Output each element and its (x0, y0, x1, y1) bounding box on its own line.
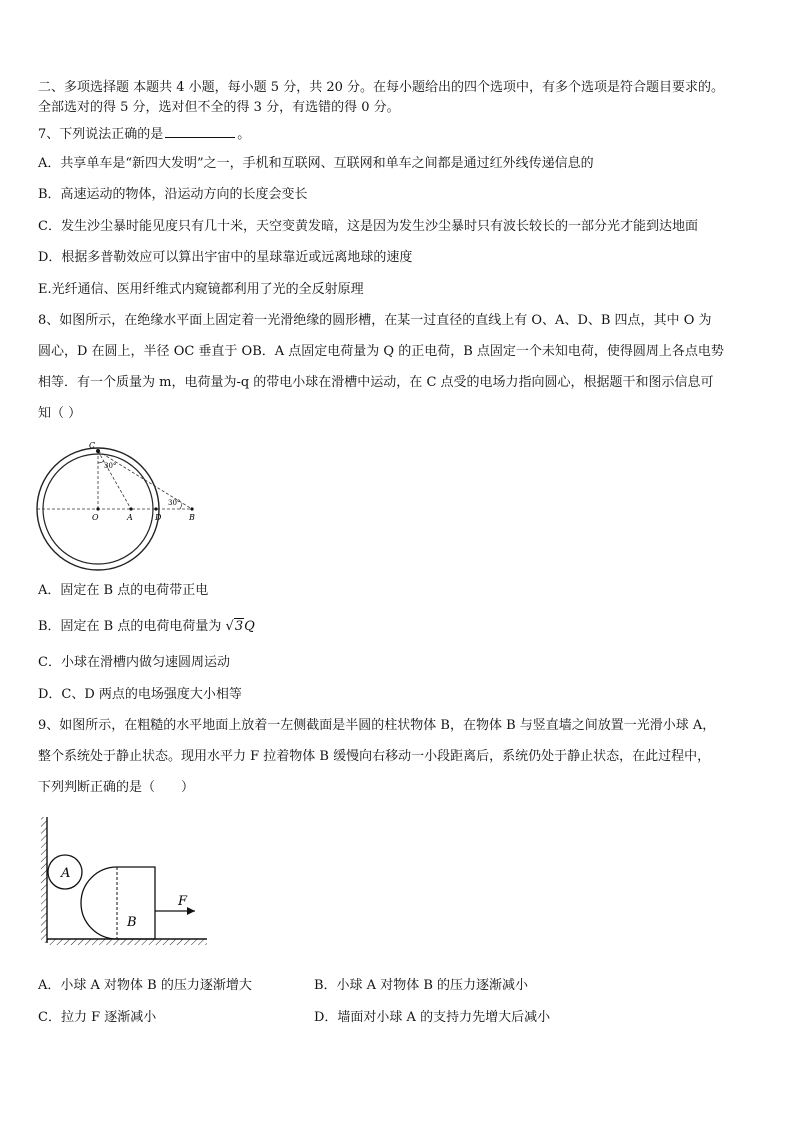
q9-block-b (81, 867, 155, 939)
q9-option-d: D．墙面对小球 A 的支持力先增大后减小 (314, 1010, 551, 1025)
q8-stem-line2: 圆心，D 在圆上，半径 OC 垂直于 OB．A 点固定电荷量为 Q 的正电荷，B 点固定一个未知电荷，使得圆周上各点电势 (38, 344, 724, 359)
q7-stem (38, 125, 250, 144)
q8-label-a: A (127, 513, 133, 522)
q8-option-c: C．小球在滑槽内做匀速圆周运动 (38, 655, 230, 670)
q9-stem-line1: 9、如图所示，在粗糙的水平地面上放着一左侧截面是半圆的柱状物体 B，在物体 B 与竖直墙之间放置一光滑小球 A， (38, 718, 716, 733)
q8-stem-line1: 8、如图所示，在绝缘水平面上固定着一光滑绝缘的圆形槽，在某一过直径的直线上有 O、A、D、B 四点，其中 O 为 (38, 313, 712, 328)
q7-option-d: D．根据多普勒效应可以算出宇宙中的星球靠近或远离地球的速度 (38, 250, 413, 265)
q8-point-b (190, 507, 193, 510)
q9-wall-hatch (41, 817, 47, 943)
q7-option-a: A．共享单车是“新四大发明”之一，手机和互联网、互联网和单车之间都是通过红外线传递信息的 (38, 156, 594, 171)
q8-label-c: C (89, 441, 96, 450)
q8-stem-line3: 相等．有一个质量为 m，电荷量为-q 的带电小球在滑槽中运动，在 C 点受的电场力指向圆心，根据题干和图示信息可 (38, 375, 714, 390)
q8-figure (34, 436, 214, 576)
q8-point-d (154, 507, 157, 510)
q9-force-arrowhead (187, 907, 195, 915)
q8-option-d: D．C、D 两点的电场强度大小相等 (38, 687, 242, 702)
sqrt-symbol: √3 (225, 619, 244, 634)
q8-stem-line4: 知（ ） (38, 406, 82, 421)
section-header-line2: 全部选对的得 5 分，选对但不全的得 3 分，有选错的得 0 分。 (38, 100, 400, 115)
q9-option-a: A．小球 A 对物体 B 的压力逐渐增大 (38, 978, 252, 993)
q7-option-e: E.光纤通信、医用纤维式内窥镜都利用了光的全反射原理 (38, 282, 364, 297)
q8-point-a (129, 507, 132, 510)
q9-label-b: B (127, 915, 137, 930)
q7-option-c: C．发生沙尘暴时能见度只有几十米，天空变黄发暗，这是因为发生沙尘暴时只有波长较长的一部分光才能到达地面 (38, 219, 698, 234)
q7-stem-prefix: 7、下列说法正确的是 (38, 127, 164, 142)
q7-answer-blank (165, 125, 235, 138)
q9-figure (38, 815, 218, 950)
q8-label-o: O (92, 513, 99, 522)
q9-label-a: A (61, 866, 71, 881)
q8-label-b: B (189, 513, 195, 522)
q8-option-b (38, 618, 255, 636)
q8-label-d: D (155, 513, 162, 522)
q8-option-b-prefix: B．固定在 B 点的电荷电荷量为 (38, 619, 222, 634)
q9-option-c: C．拉力 F 逐渐减小 (38, 1010, 157, 1025)
q8-option-b-radicand: 3 (234, 619, 244, 634)
q8-label-angle-c: 30° (104, 462, 117, 470)
q8-point-c (96, 449, 100, 453)
q8-line-ca (98, 451, 131, 509)
q8-option-b-suffix: Q (244, 619, 255, 634)
section-header-line1: 二、多项选择题 本题共 4 小题，每小题 5 分，共 20 分。在每小题给出的四个选项中，有多个选项是符合题目要求的。 (38, 80, 725, 95)
q8-label-angle-b: 30° (168, 499, 181, 507)
q9-stem-line3: 下列判断正确的是（ ） (38, 780, 195, 795)
q7-option-b: B．高速运动的物体，沿运动方向的长度会变长 (38, 187, 308, 202)
q7-stem-suffix: 。 (237, 127, 251, 142)
q9-stem-line2: 整个系统处于静止状态。现用水平力 F 拉着物体 B 缓慢向右移动一小段距离后，系统仍处于静止状态，在此过程中， (38, 749, 711, 764)
q8-point-o (96, 507, 99, 510)
q9-label-f: F (178, 894, 188, 909)
q8-option-a: A．固定在 B 点的电荷带正电 (38, 583, 209, 598)
q9-ground-hatch (47, 939, 207, 945)
q9-option-b: B．小球 A 对物体 B 的压力逐渐减小 (314, 978, 529, 993)
